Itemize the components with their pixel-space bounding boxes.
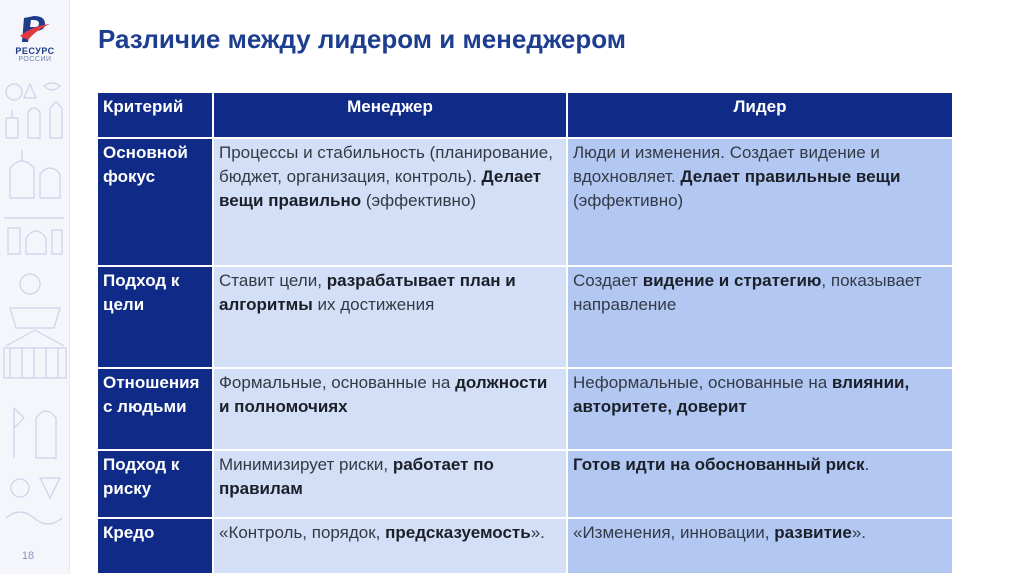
cell-bold-text: Готов идти на обоснованный риск: [573, 455, 865, 474]
comparison-table: [96, 91, 954, 574]
manager-cell: [213, 368, 567, 450]
header-criterion: Критерий: [97, 92, 213, 138]
sidebar: [0, 0, 70, 574]
cell-text: Люди и изменения. Создает видение и вдохновляет.: [573, 143, 880, 186]
manager-cell: [213, 518, 567, 574]
cell-text: ».: [851, 523, 867, 542]
cell-text: (эффективно): [573, 191, 684, 210]
criterion-cell: Подход к риску: [97, 450, 213, 518]
cell-text: Создает: [573, 271, 639, 290]
slide-title: Различие между лидером и менеджером: [98, 24, 627, 54]
cell-bold-text: предсказуемость: [385, 523, 531, 542]
cell-text: , показывает направление: [573, 271, 922, 314]
table-header-row: [97, 92, 953, 138]
cell-bold-text: влиянии, авторитете, доверит: [573, 373, 910, 416]
criterion-cell: Кредо: [97, 518, 213, 574]
header-manager: Менеджер: [213, 92, 567, 138]
criterion-cell: Подход к цели: [97, 266, 213, 368]
cell-bold-text: видение и стратегию: [642, 271, 822, 290]
cell-text: «Изменения, инновации,: [573, 523, 770, 542]
leader-cell: [567, 518, 953, 574]
cell-text: ».: [530, 523, 545, 542]
table-row: [97, 266, 953, 368]
cell-text: (эффективно): [365, 191, 477, 210]
cell-text: .: [864, 455, 870, 474]
table-row: [97, 518, 953, 574]
table-row: [97, 368, 953, 450]
manager-cell: [213, 266, 567, 368]
leader-cell: [567, 450, 953, 518]
cell-bold-text: Делает правильные вещи: [680, 167, 901, 186]
cell-text: Процессы и стабильность (планирование, бюджет, организация, контроль).: [219, 143, 553, 186]
leader-cell: [567, 138, 953, 266]
criterion-cell: Отношения с людьми: [97, 368, 213, 450]
cell-bold-text: разрабатывает план и алгоритмы: [219, 271, 516, 314]
cell-bold-text: развитие: [774, 523, 852, 542]
cell-bold-text: работает по правилам: [219, 455, 494, 498]
table-row: [97, 450, 953, 518]
logo-text-line1: РЕСУРС: [15, 46, 55, 56]
cell-text: Минимизирует риски,: [219, 455, 389, 474]
page-number: 18: [21, 550, 35, 562]
resurs-logo-icon: [18, 14, 52, 44]
logo: [8, 14, 62, 63]
leader-cell: [567, 368, 953, 450]
criterion-cell: Основной фокус: [97, 138, 213, 266]
manager-cell: [213, 138, 567, 266]
cell-bold-text: Делает вещи правильно: [219, 167, 542, 210]
table-row: [97, 138, 953, 266]
cell-text: Ставит цели,: [219, 271, 322, 290]
manager-cell: [213, 450, 567, 518]
logo-text-line2: РОССИИ: [18, 56, 52, 63]
cell-text: «Контроль, порядок,: [219, 523, 381, 542]
decorative-landmarks-icon: [0, 78, 70, 538]
cell-text: Неформальные, основанные на: [573, 373, 828, 392]
header-leader: Лидер: [567, 92, 953, 138]
leader-cell: [567, 266, 953, 368]
cell-bold-text: должности и полномочиях: [219, 373, 548, 416]
cell-text: их достижения: [317, 295, 435, 314]
cell-text: Формальные, основанные на: [219, 373, 451, 392]
